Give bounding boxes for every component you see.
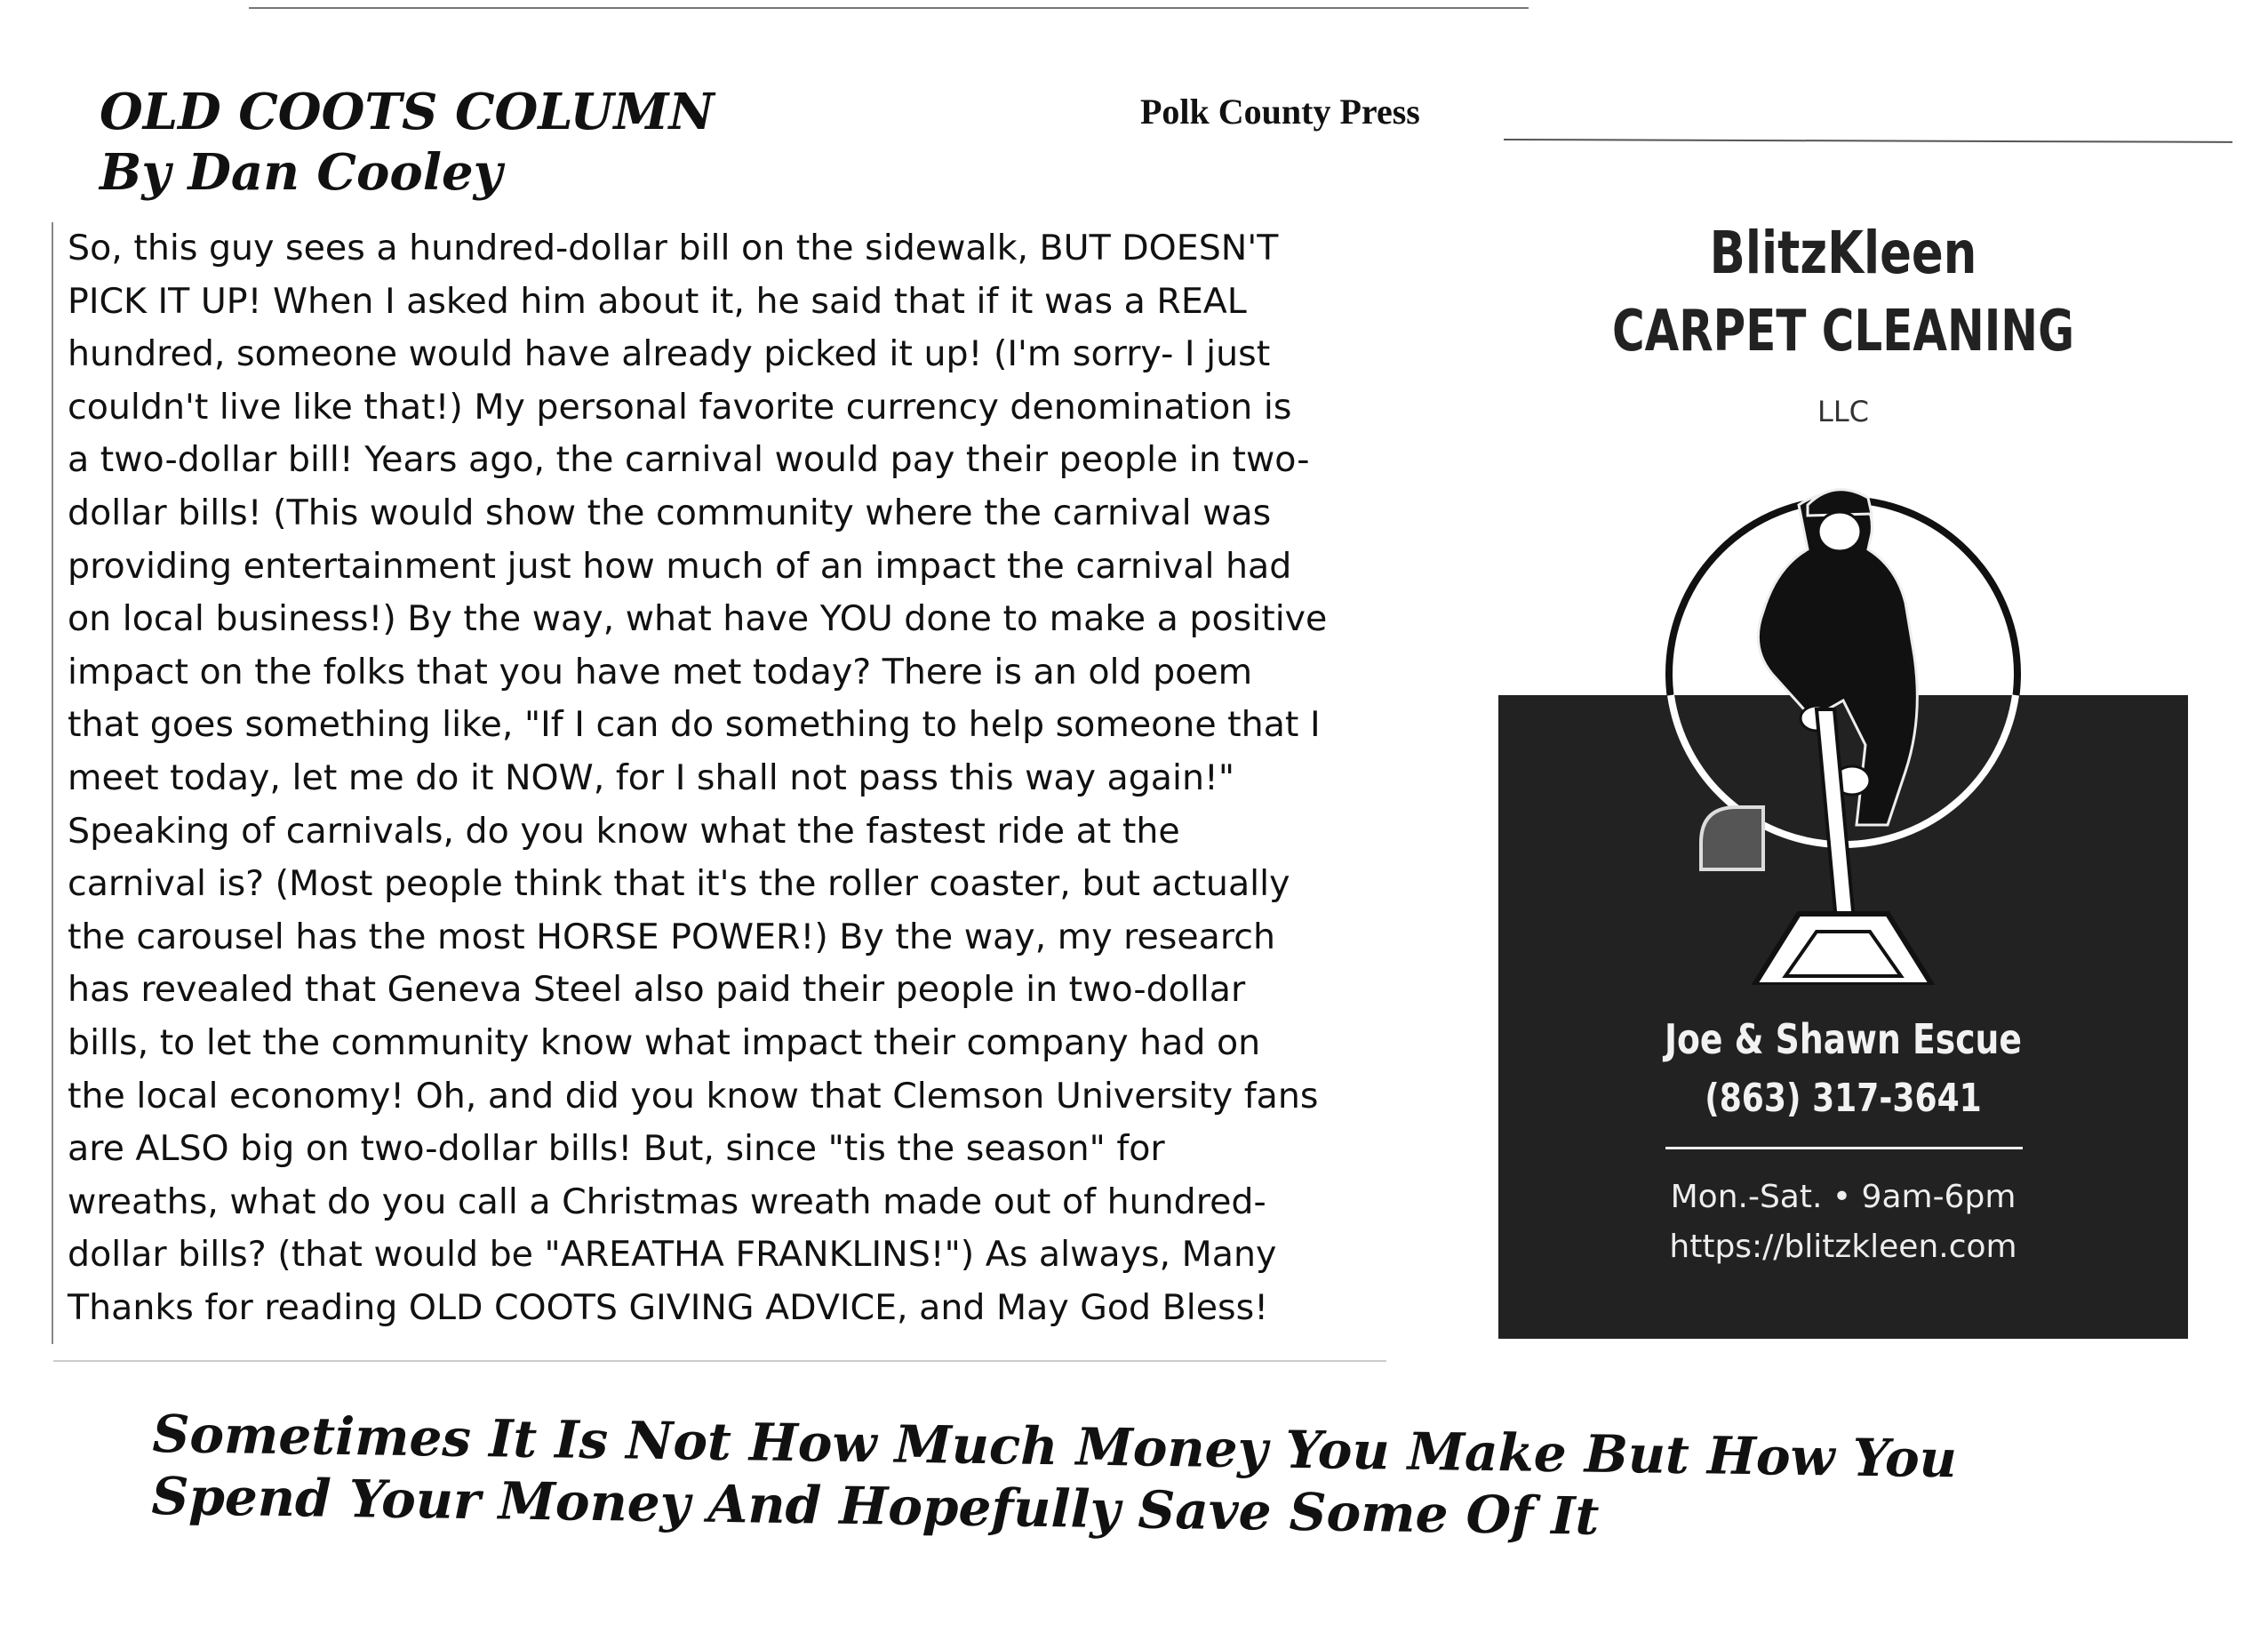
- closing-quote: [151, 1403, 1957, 1552]
- body-line: hundred, someone would have already picked it up! (I'm sorry- I just: [68, 333, 1271, 375]
- ad-company-name: BlitzKleen: [1709, 219, 1977, 287]
- ad-phone-number: (863) 317-3641: [1705, 1076, 1982, 1121]
- ad-contact-name: Joe & Shawn Escue: [1664, 1015, 2023, 1063]
- body-line: are ALSO big on two-dollar bills! But, since "tis the season" for: [68, 1128, 1165, 1170]
- advertisement: [1498, 210, 2188, 1339]
- closing-quote-line: Sometimes It Is Not How Much Money You Make But How You: [152, 1403, 1958, 1490]
- body-line: couldn't live like that!) My personal favorite currency denomination is: [68, 386, 1292, 428]
- ad-tagline: CARPET CLEANING: [1611, 299, 2075, 364]
- body-line: that goes something like, "If I can do something to help someone that I: [68, 704, 1321, 746]
- column-bottom-rule: [53, 1360, 1386, 1362]
- ad-company-suffix: LLC: [1817, 395, 1869, 428]
- body-line: carnival is? (Most people think that it's the roller coaster, but actually: [68, 863, 1290, 905]
- body-line: has revealed that Geneva Steel also paid their people in two-dollar: [68, 969, 1246, 1011]
- body-line: wreaths, what do you call a Christmas wreath made out of hundred-: [68, 1181, 1266, 1222]
- body-line: PICK IT UP! When I asked him about it, he said that if it was a REAL: [68, 280, 1247, 322]
- column-heading: [100, 82, 715, 203]
- ad-business-hours: Mon.-Sat. • 9am-6pm: [1670, 1179, 2016, 1215]
- body-line: providing entertainment just how much of an impact the carnival had: [68, 545, 1292, 587]
- body-line: impact on the folks that you have met today? There is an old poem: [68, 651, 1253, 692]
- ad-website-link[interactable]: https://blitzkleen.com: [1669, 1229, 2017, 1265]
- publication-rule: [1504, 139, 2232, 143]
- column-body: [52, 222, 1394, 1344]
- body-line: dollar bills! (This would show the community where the carnival was: [68, 492, 1272, 533]
- body-line: meet today, let me do it NOW, for I shall not pass this way again!": [68, 756, 1235, 798]
- body-line: Thanks for reading OLD COOTS GIVING ADVICE, and May God Bless!: [68, 1286, 1269, 1328]
- publication-name: Polk County Press: [1140, 92, 1420, 132]
- column-title: OLD COOTS COLUMN: [100, 83, 715, 141]
- column-byline: By Dan Cooley: [100, 143, 503, 202]
- body-line: the local economy! Oh, and did you know that Clemson University fans: [68, 1075, 1319, 1117]
- carpet-cleaner-illustration: [1665, 452, 2021, 985]
- body-line: dollar bills? (that would be "AREATHA FRANKLINS!") As always, Many: [68, 1234, 1277, 1276]
- scan-edge-line: [249, 7, 1529, 9]
- body-line: Speaking of carnivals, do you know what the fastest ride at the: [68, 810, 1180, 852]
- body-line: on local business!) By the way, what have YOU done to make a positive: [68, 598, 1328, 640]
- body-line: bills, to let the community know what impact their company had on: [68, 1021, 1261, 1063]
- body-line: So, this guy sees a hundred-dollar bill on the sidewalk, BUT DOESN'T: [68, 228, 1279, 268]
- closing-quote-line: Spend Your Money And Hopefully Save Some Of It: [151, 1465, 1600, 1547]
- ad-divider: [1665, 1147, 2023, 1149]
- body-line: the carousel has the most HORSE POWER!) By the way, my research: [68, 916, 1276, 957]
- body-line: a two-dollar bill! Years ago, the carnival would pay their people in two-: [68, 439, 1310, 481]
